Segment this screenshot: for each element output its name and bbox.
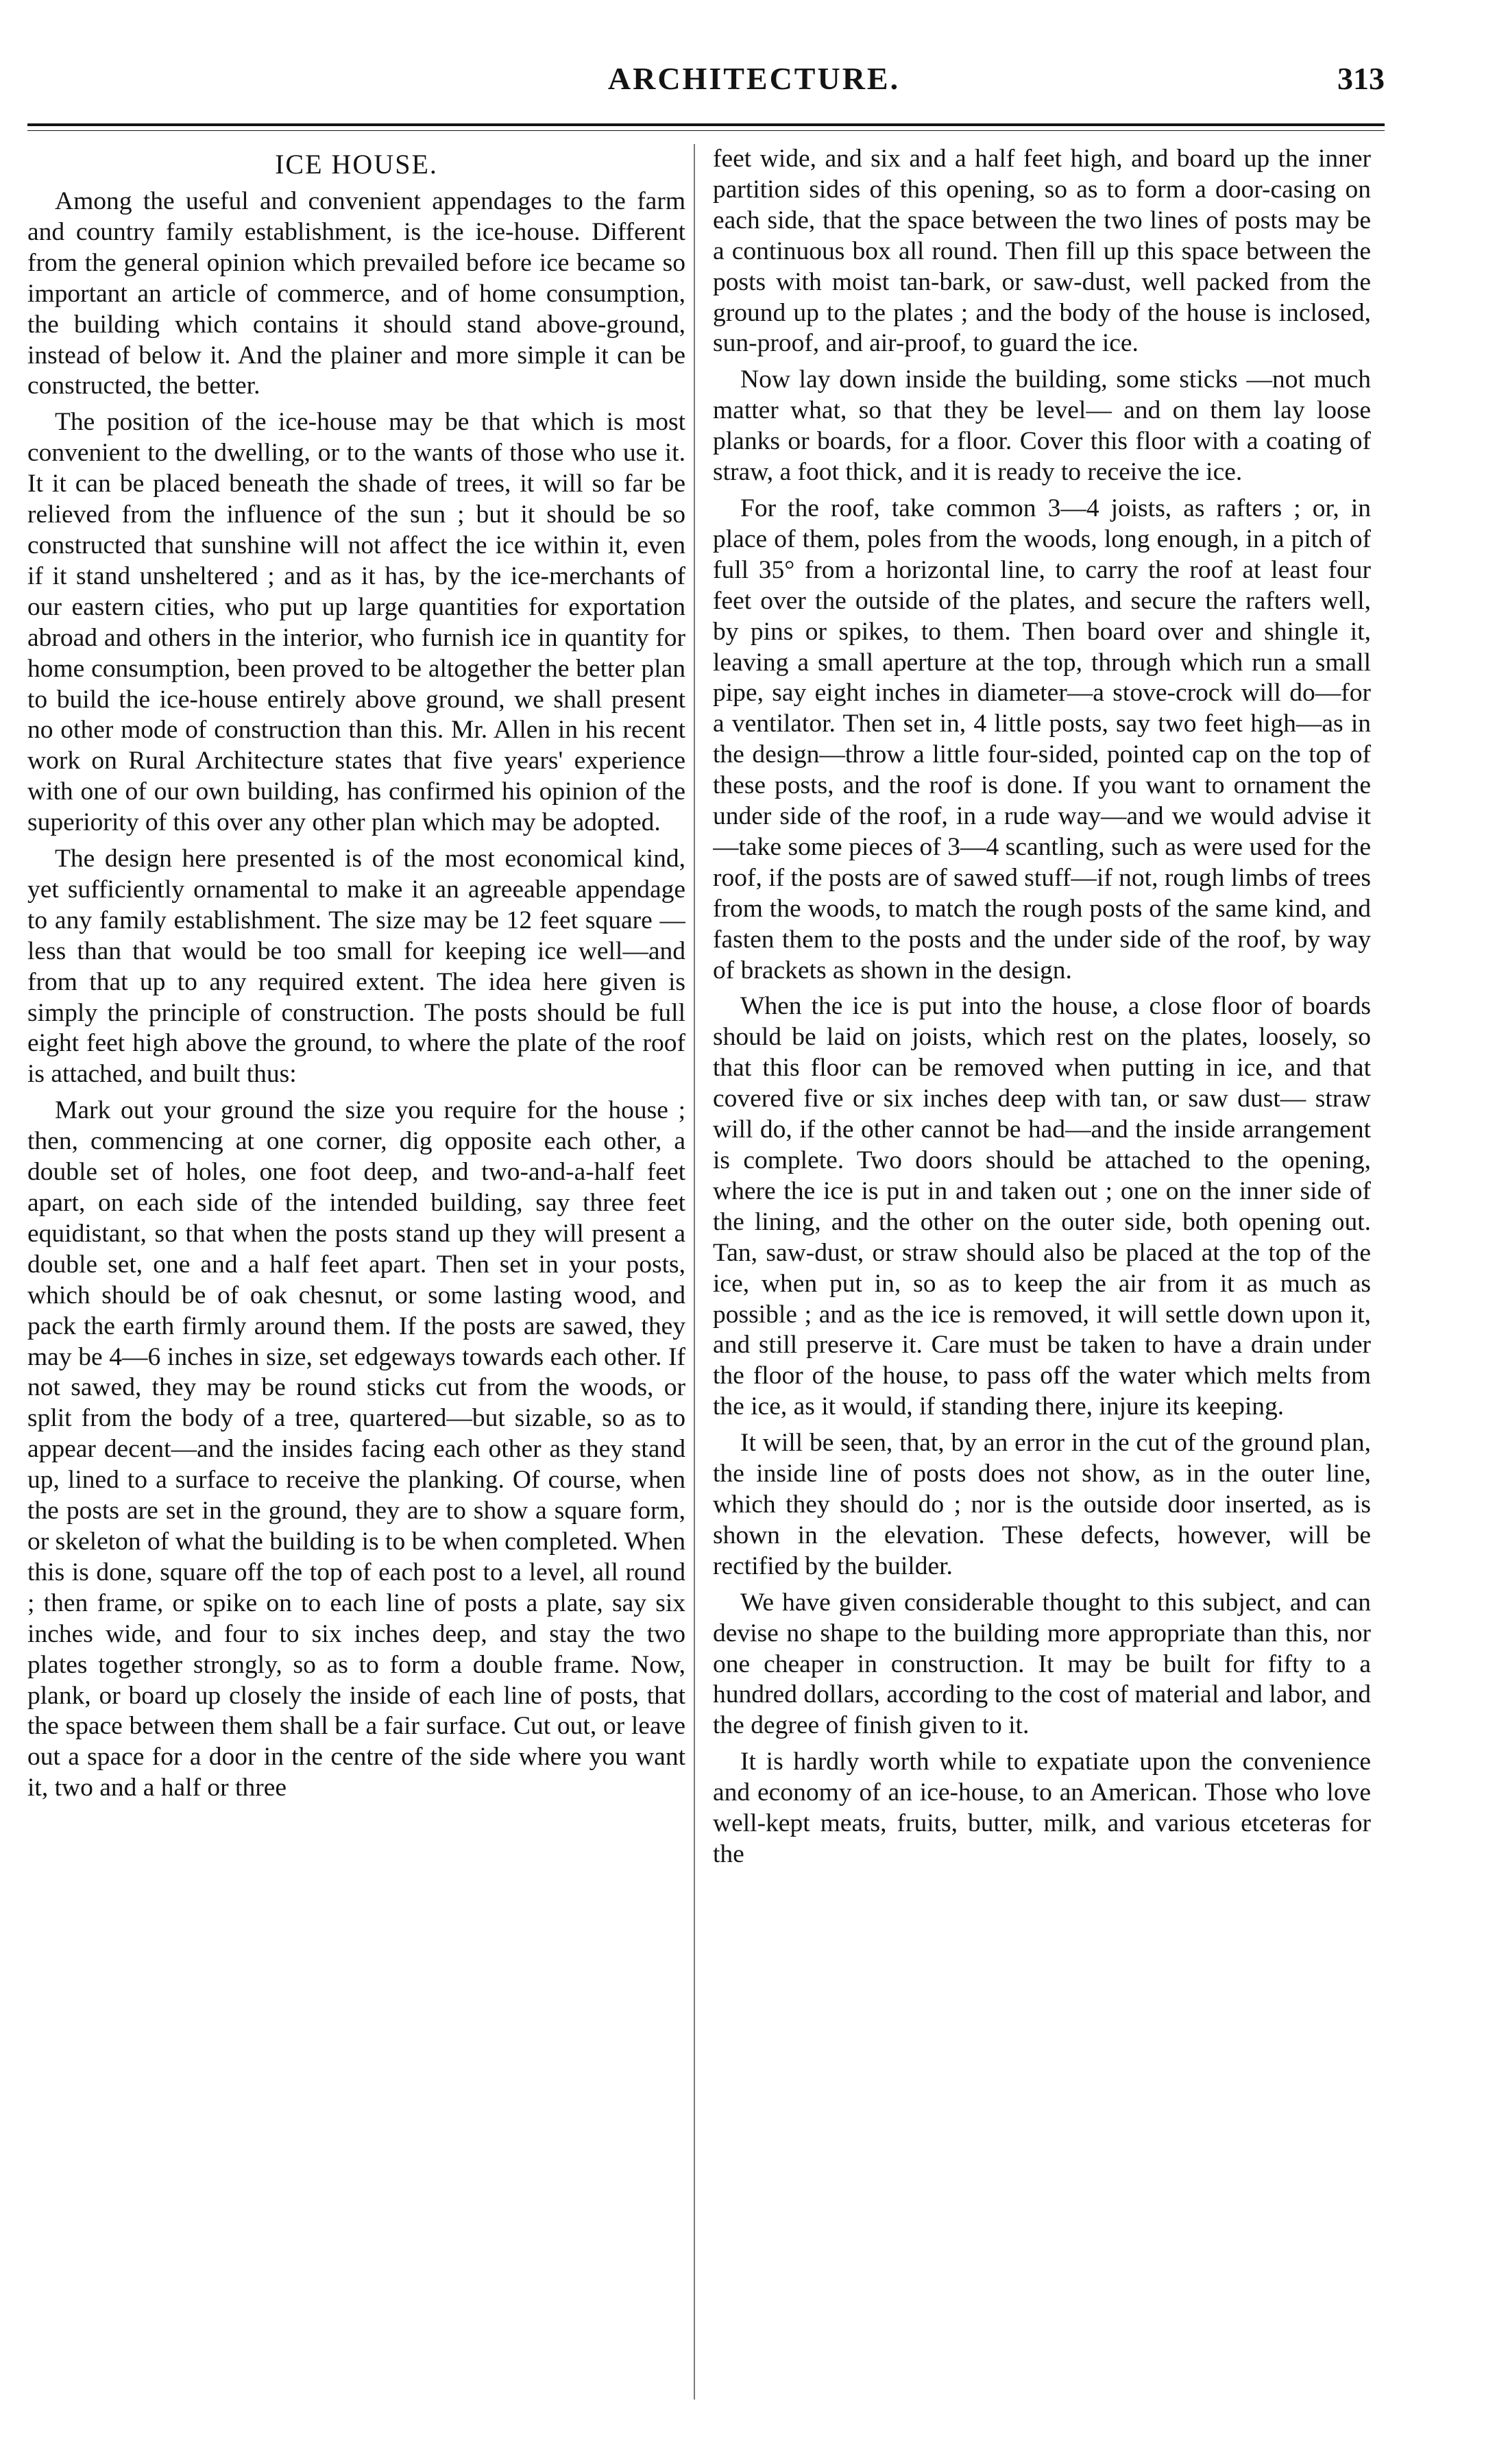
paragraph: We have given considerable thought to this subject, and can devise no shape to the building more appropriate than this, nor one cheaper in construction. It may be built for fifty to a hundred dollars, according to the cost of material and labor, and the degree of finish given to it. [713, 1588, 1371, 1740]
running-title: ARCHITECTURE. [607, 61, 901, 96]
paragraph: When the ice is put into the house, a close floor of boards should be laid on joists, which rest on the plates, loosely, so that this floor can be removed when putting in ice, and that covered five or six inches deep with tan, or saw dust— straw will do, if the other cannot be had—and the inside arrangement is complete. Two doors should be attached to the opening, where the ice is put in and taken out ; one on the inner side of the lining, and the other on the outer side, both opening out. Tan, saw-dust, or straw should also be placed at the top of the ice, when put in, so as to keep the air from it as much as possible ; and as the ice is removed, it will settle down upon it, and still preserve it. Care must be taken to have a drain under the floor of the house, to pass off the water which melts from the ice, as it would, if standing there, injure its keeping. [713, 992, 1371, 1421]
paragraph: Mark out your ground the size you require for the house ; then, commencing at one corner, dig opposite each other, a double set of holes, one foot deep, and two-and-a-half feet apart, on each side of the intended building, say three feet equidistant, so that when the posts stand up they will present a double set, one and a half feet apart. Then set in your posts, which should be of oak chesnut, or some lasting wood, and pack the earth firmly around them. If the posts are sawed, they may be 4—6 inches in size, set edgeways towards each other. If not sawed, they may be round sticks cut from the woods, or split from the body of a tree, quartered—but sizable, so as to appear decent—and the insides facing each other as they stand up, lined to a surface to receive the planking. Of course, when the posts are set in the ground, they are to show a square form, or skeleton of what the building is to be when completed. When this is done, square off the top of each post to a level, all round ; then frame, or spike on to each line of posts a plate, say six inches wide, and four to six inches deep, and stay the two plates together strongly, so as to form a double frame. Now, plank, or board up closely the inside of each line of posts, that the space between them shall be a fair surface. Cut out, or leave out a space for a door in the centre of the side where you want it, two and a half or three [27, 1096, 685, 1802]
column-divider [694, 144, 695, 2400]
paragraph: It is hardly worth while to expatiate upon the convenience and economy of an ice-house, to an American. Those who love well-kept meats, fruits, butter, milk, and various etceteras for the [713, 1748, 1371, 1868]
header-rule [27, 123, 1385, 131]
paragraph-continued: feet wide, and six and a half feet high, and board up the inner partition sides of this opening, so as to form a door-casing on each side, that the space between the two lines of posts may be a continuous box all round. Then fill up this space between the posts with moist tan-bark, or saw-dust, well packed from the ground up to the plates ; and the body of the house is inclosed, sun-proof, and air-proof, to guard the ice. [713, 145, 1371, 358]
running-header [0, 60, 1508, 108]
paragraph: For the roof, take common 3—4 joists, as rafters ; or, in place of them, poles from the woods, long enough, in a pitch of full 35° from a horizontal line, to carry the roof at least four feet over the outside of the plates, and secure the rafters well, by pins or spikes, to them. Then board over and shingle it, leaving a small aperture at the top, through which run a small pipe, say eight inches in diameter—a stove-crock will do—for a ventilator. Then set in, 4 little posts, say two feet high—as in the design—throw a little four-sided, pointed cap on the top of these posts, and the roof is done. If you want to ornament the under side of the roof, in a rude way—and we would advise it—take some pieces of 3—4 scantling, such as were used for the roof, if the posts are of sawed stuff—if not, rough limbs of trees from the woods, to match the rough posts of the same kind, and fasten them to the posts and the under side of the roof, by way of brackets as shown in the design. [713, 494, 1371, 985]
paragraph: It will be seen, that, by an error in the cut of the ground plan, the inside line of posts does not show, as in the outer line, which they should do ; nor is the outside door inserted, as is shown in the elevation. These defects, however, will be rectified by the builder. [713, 1429, 1371, 1580]
paragraph: Now lay down inside the building, some sticks —not much matter what, so that they be level— and on them lay loose planks or boards, for a floor. Cover this floor with a coating of straw, a foot thick, and it is ready to receive the ice. [713, 365, 1371, 487]
page-number: 313 [1337, 61, 1385, 96]
left-column [27, 144, 685, 2406]
right-column [713, 144, 1371, 2406]
paragraph: The design here presented is of the most economical kind, yet sufficiently ornamental to make it an agreeable appendage to any family establishment. The size may be 12 feet square —less than that would be too small for keeping ice well—and from that up to any required extent. The idea here given is simply the principle of construction. The posts should be full eight feet high above the ground, to where the plate of the roof is attached, and built thus: [27, 845, 685, 1089]
paragraph: The position of the ice-house may be that which is most convenient to the dwelling, or to the wants of those who use it. It it can be placed beneath the shade of trees, it will so far be relieved from the influence of the sun ; but it should be so constructed that sunshine will not affect the ice within it, even if it stand unsheltered ; and as it has, by the ice-merchants of our eastern cities, who put up large quantities for exportation abroad and others in the interior, who furnish ice in quantity for home consumption, been proved to be altogether the better plan to build the ice-house entirely above ground, we shall present no other mode of construction than this. Mr. Allen in his recent work on Rural Architecture states that five years' experience with one of our own building, has confirmed his opinion of the superiority of this over any other plan which may be adopted. [27, 408, 685, 837]
article-title: ICE HOUSE. [275, 149, 438, 180]
paragraph: Among the useful and convenient appendages to the farm and country family establishment, is the ice-house. Different from the general opinion which prevailed before ice became so important an article of commerce, and of home consumption, the building which contains it should stand above-ground, instead of below it. And the plainer and more simple it can be constructed, the better. [27, 187, 685, 400]
